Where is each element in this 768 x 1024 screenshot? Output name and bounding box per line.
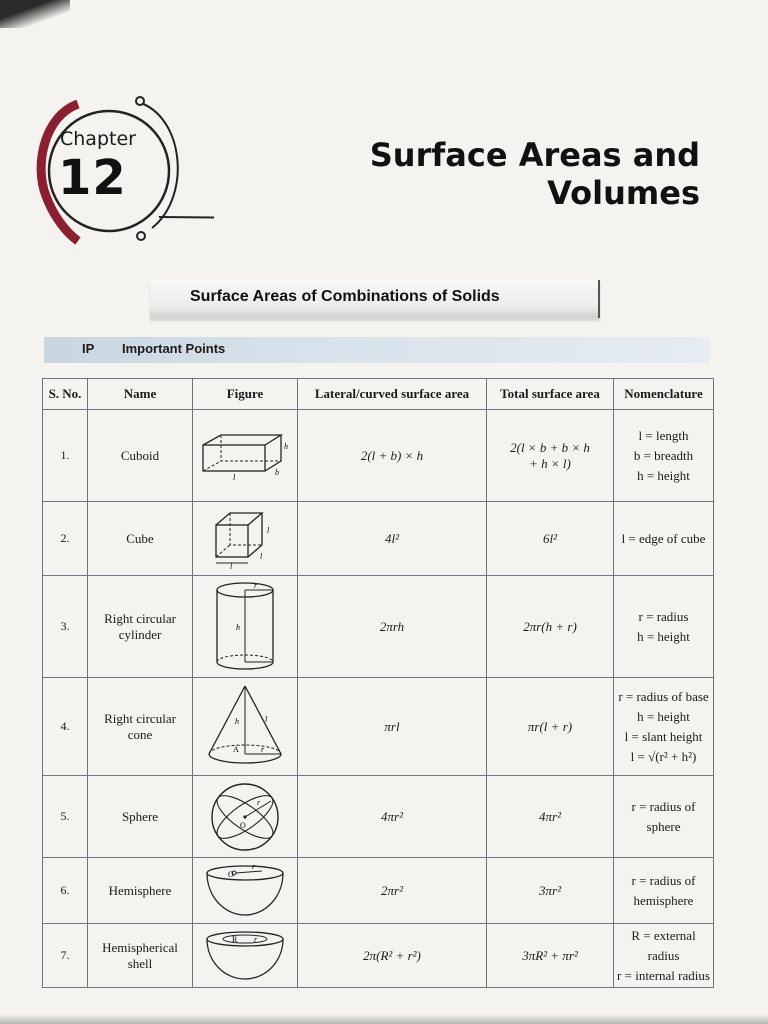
- row-sno: 2.: [43, 502, 88, 576]
- chapter-title-line-1: Surface Areas and: [369, 136, 700, 174]
- nom-line: r = internal radius: [617, 967, 710, 983]
- nom-line: l = length: [638, 427, 689, 443]
- nom-line: h = height: [637, 467, 690, 483]
- row-name: Hemispherical shell: [88, 924, 193, 988]
- row-lateral-area: 2πrh: [298, 576, 487, 678]
- nom-line: b = breadth: [633, 447, 694, 463]
- row-figure: [193, 678, 298, 776]
- hemisphere-label-r: r: [252, 862, 256, 871]
- table-row: [43, 858, 714, 924]
- cone-label-r: r: [261, 744, 265, 754]
- formula-table: [42, 378, 714, 988]
- cone-label-h: h: [235, 716, 239, 726]
- row-nomenclature: r = radius of sphere: [614, 776, 714, 858]
- table-header-row: [43, 379, 714, 410]
- row-lateral-area: 2(l + b) × h: [298, 410, 487, 502]
- nom-line: R = external radius: [631, 927, 696, 963]
- table-row: [43, 502, 714, 576]
- row-figure: [193, 502, 298, 576]
- section-banner: [150, 280, 600, 318]
- row-total-area: 6l²: [487, 502, 614, 576]
- row-sno: 3.: [43, 576, 88, 678]
- cone-figure: [203, 682, 287, 772]
- nom-line: l = √(r² + h²): [630, 748, 697, 764]
- row-name: Hemisphere: [88, 858, 193, 924]
- tsa-line: 2(l × b + b × h: [510, 439, 590, 455]
- ip-tag: IP: [82, 341, 95, 356]
- chapter-title: [370, 136, 700, 212]
- table-row: [43, 924, 714, 988]
- nom-line: r = radius of base: [618, 688, 709, 704]
- cuboid-label-h: h: [284, 441, 288, 451]
- hemispherical-shell-figure: [204, 929, 286, 983]
- row-nomenclature: [614, 410, 714, 502]
- cube-figure: [210, 509, 280, 569]
- row-total-area: 4πr²: [487, 776, 614, 858]
- row-lateral-area: 2π(R² + r²): [298, 924, 487, 988]
- nom-line: h = height: [637, 708, 690, 724]
- cone-label-A: A: [233, 744, 239, 754]
- cuboid-label-l: l: [233, 472, 236, 481]
- row-lateral-area: πrl: [298, 678, 487, 776]
- cube-label-1: l: [267, 525, 270, 535]
- row-nomenclature: [614, 678, 714, 776]
- ip-heading: Important Points: [122, 341, 226, 356]
- nom-line: r = radius: [638, 608, 689, 624]
- cylinder-label-r: r: [254, 580, 258, 590]
- nom-line: h = height: [637, 628, 690, 644]
- table-row: [43, 576, 714, 678]
- chapter-number: 12: [58, 150, 127, 206]
- page-corner-shadow: [0, 0, 70, 28]
- row-sno: 7.: [43, 924, 88, 988]
- shell-label-r: r: [254, 934, 258, 944]
- cuboid-figure: [199, 431, 291, 481]
- row-name: Cube: [88, 502, 193, 576]
- row-name: Cuboid: [88, 410, 193, 502]
- hemisphere-label-O: O: [228, 869, 234, 879]
- row-nomenclature: [614, 858, 714, 924]
- cuboid-label-b: b: [275, 467, 279, 477]
- row-figure: [193, 410, 298, 502]
- hemisphere-figure: [204, 863, 286, 919]
- sphere-label-O: O: [240, 820, 246, 830]
- row-name: Right circular cone: [88, 678, 193, 776]
- row-lateral-area: 4πr²: [298, 776, 487, 858]
- cube-label-2: l: [260, 551, 263, 561]
- header-lateral-area: Lateral/curved surface area: [298, 379, 487, 410]
- shell-label-R: R: [232, 934, 238, 944]
- row-name: Sphere: [88, 776, 193, 858]
- row-total-area: 3πr²: [487, 858, 614, 924]
- header-sno: S. No.: [43, 379, 88, 410]
- nom-line: l = slant height: [624, 728, 703, 744]
- row-sno: 1.: [43, 410, 88, 502]
- important-points-bar: [44, 337, 710, 363]
- row-total-area: [487, 410, 614, 502]
- row-figure: [193, 776, 298, 858]
- row-figure: [193, 858, 298, 924]
- header-nomenclature: Nomenclature: [614, 379, 714, 410]
- row-nomenclature: [614, 576, 714, 678]
- nom-line: r = radius of: [631, 872, 696, 888]
- row-sno: 5.: [43, 776, 88, 858]
- cube-label-3: l: [230, 561, 233, 569]
- cylinder-figure: [212, 580, 278, 674]
- chapter-label: Chapter: [60, 128, 136, 150]
- section-title: Surface Areas of Combinations of Solids: [190, 288, 500, 305]
- table-row: [43, 678, 714, 776]
- tsa-line: + h × l): [529, 455, 571, 471]
- header-name: Name: [88, 379, 193, 410]
- row-figure: [193, 924, 298, 988]
- row-total-area: πr(l + r): [487, 678, 614, 776]
- table-row: [43, 410, 714, 502]
- row-total-area: 3πR² + πr²: [487, 924, 614, 988]
- sphere-label-r: r: [257, 797, 261, 807]
- row-lateral-area: 2πr²: [298, 858, 487, 924]
- row-sno: 4.: [43, 678, 88, 776]
- row-total-area: 2πr(h + r): [487, 576, 614, 678]
- cone-label-l: l: [265, 714, 268, 724]
- header-figure: Figure: [193, 379, 298, 410]
- header-total-area: Total surface area: [487, 379, 614, 410]
- sphere-figure: [207, 781, 283, 853]
- row-name: Right circular cylinder: [88, 576, 193, 678]
- row-nomenclature: [614, 924, 714, 988]
- row-nomenclature: l = edge of cube: [614, 502, 714, 576]
- row-figure: [193, 576, 298, 678]
- nom-line: hemisphere: [633, 892, 694, 908]
- row-lateral-area: 4l²: [298, 502, 487, 576]
- chapter-title-line-2: Volumes: [547, 174, 700, 212]
- row-sno: 6.: [43, 858, 88, 924]
- cylinder-label-h: h: [236, 622, 240, 632]
- page-bottom-shadow: [0, 1014, 768, 1024]
- table-row: [43, 776, 714, 858]
